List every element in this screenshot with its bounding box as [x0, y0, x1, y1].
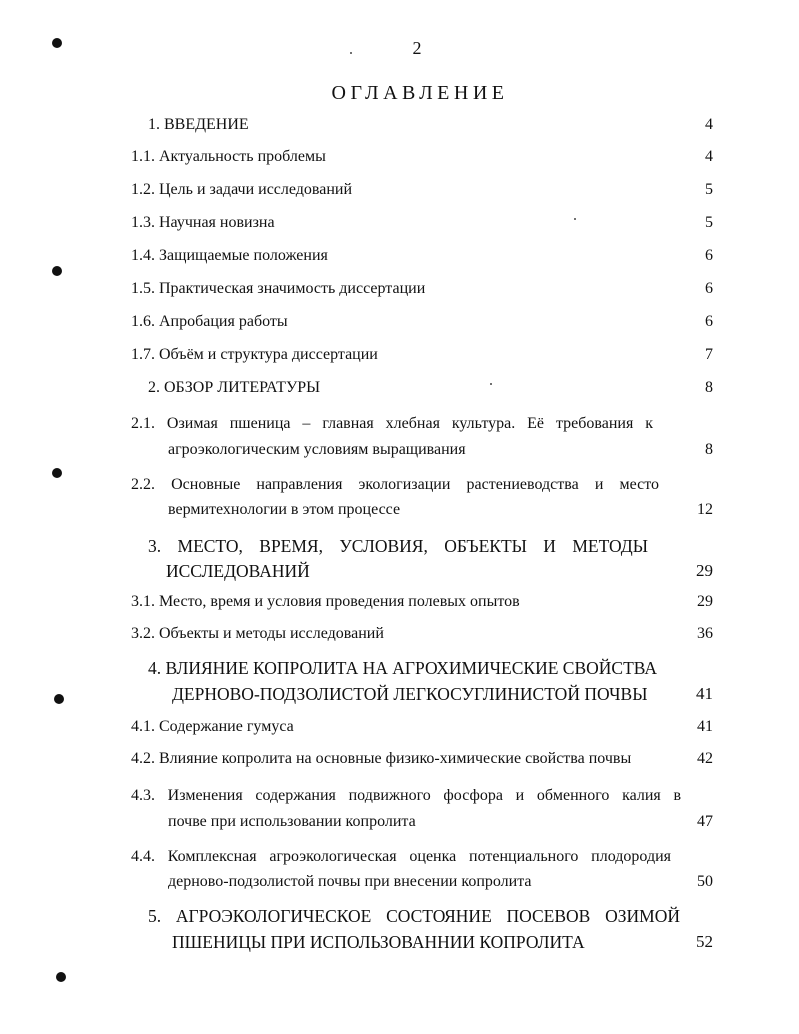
toc-entry-text: 4. ВЛИЯНИЕ КОПРОЛИТА НА АГРОХИМИЧЕСКИЕ СВОЙСТВА — [148, 658, 657, 678]
toc-entry-page: 4 — [705, 116, 713, 133]
toc-entry-page: 50 — [697, 873, 713, 890]
toc-entry-page: 52 — [696, 932, 713, 951]
toc-entry-text-continued: вермитехнологии в этом процессе — [168, 501, 401, 518]
toc-entry-text-continued: ИССЛЕДОВАНИЙ — [166, 561, 310, 581]
toc-entry-text: 1.1. Актуальность проблемы — [131, 148, 326, 165]
toc-entry-text: 1.4. Защищаемые положения — [131, 247, 328, 264]
toc-entry-text: 2. ОБЗОР ЛИТЕРАТУРЫ — [148, 379, 321, 396]
toc-entry-text: 1.3. Научная новизна — [131, 214, 275, 231]
scan-speck — [350, 52, 352, 54]
toc-entry-text: 2.1. Озимая пшеница – главная хлебная культура. Её требования к — [131, 415, 653, 432]
toc-entry-text: 3.1. Место, время и условия проведения полевых опытов — [131, 593, 520, 610]
toc-entry-page: 36 — [697, 625, 713, 642]
binding-hole-mark — [54, 694, 64, 704]
binding-hole-mark — [52, 266, 62, 276]
scan-speck — [574, 218, 576, 220]
toc-entry-page: 6 — [705, 247, 713, 264]
toc-entry-text: 1.6. Апробация работы — [131, 313, 288, 330]
toc-entry-page: 7 — [705, 346, 713, 363]
toc-entry-text: 4.2. Влияние копролита на основные физико-химические свойства почвы — [131, 750, 632, 767]
toc-entry-page: 47 — [697, 813, 713, 830]
toc-entry-text: 1.7. Объём и структура диссертации — [131, 346, 378, 363]
toc-entry-text-continued: агроэкологическим условиям выращивания — [168, 441, 466, 458]
toc-entry-text: 1. ВВЕДЕНИЕ — [148, 116, 249, 133]
binding-hole-mark — [52, 38, 62, 48]
toc-entry-page: 6 — [705, 313, 713, 330]
toc-entry-text: 1.2. Цель и задачи исследований — [131, 181, 353, 198]
toc-entry-text: 4.4. Комплексная агроэкологическая оценка потенциального плодородия — [131, 848, 671, 865]
toc-entry-page: 42 — [697, 750, 713, 767]
binding-hole-mark — [56, 972, 66, 982]
toc-entry-text-continued: ПШЕНИЦЫ ПРИ ИСПОЛЬЗОВАННИИ КОПРОЛИТА — [172, 932, 585, 952]
page-number: 2 — [412, 38, 422, 58]
toc-entry-text: 2.2. Основные направления экологизации растениеводства и место — [131, 476, 659, 493]
toc-entry-page: 5 — [705, 181, 713, 198]
toc-entry-text: 1.5. Практическая значимость диссертации — [131, 280, 426, 297]
toc-entry-page: 41 — [696, 684, 713, 703]
toc-entry-text-continued: ДЕРНОВО-ПОДЗОЛИСТОЙ ЛЕГКОСУГЛИНИСТОЙ ПОЧВЫ — [172, 684, 648, 704]
toc-entry-page: 41 — [697, 718, 713, 735]
page-title: ОГЛАВЛЕНИЕ — [331, 82, 509, 104]
toc-entry-page: 12 — [697, 501, 713, 518]
toc-entry-page: 8 — [705, 379, 713, 396]
toc-entry-page: 5 — [705, 214, 713, 231]
toc-entry-page: 8 — [705, 441, 713, 458]
scan-speck — [490, 383, 492, 385]
toc-entry-text: 4.3. Изменения содержания подвижного фосфора и обменного калия в — [131, 787, 681, 804]
toc-entry-text: 5. АГРОЭКОЛОГИЧЕСКОЕ СОСТОЯНИЕ ПОСЕВОВ ОЗИМОЙ — [148, 906, 680, 926]
binding-hole-mark — [52, 468, 62, 478]
toc-entry-page: 29 — [696, 561, 713, 580]
toc-entry-text-continued: дерново-подзолистой почвы при внесении копролита — [168, 873, 532, 890]
toc-entry-text-continued: почве при использовании копролита — [168, 813, 416, 830]
toc-entry-page: 6 — [705, 280, 713, 297]
toc-entry-page: 4 — [705, 148, 713, 165]
toc-entry-text: 4.1. Содержание гумуса — [131, 718, 294, 735]
toc-entry-text: 3.2. Объекты и методы исследований — [131, 625, 384, 642]
toc-entry-page: 29 — [697, 593, 713, 610]
toc-entry-text: 3. МЕСТО, ВРЕМЯ, УСЛОВИЯ, ОБЪЕКТЫ И МЕТОДЫ — [148, 536, 648, 556]
